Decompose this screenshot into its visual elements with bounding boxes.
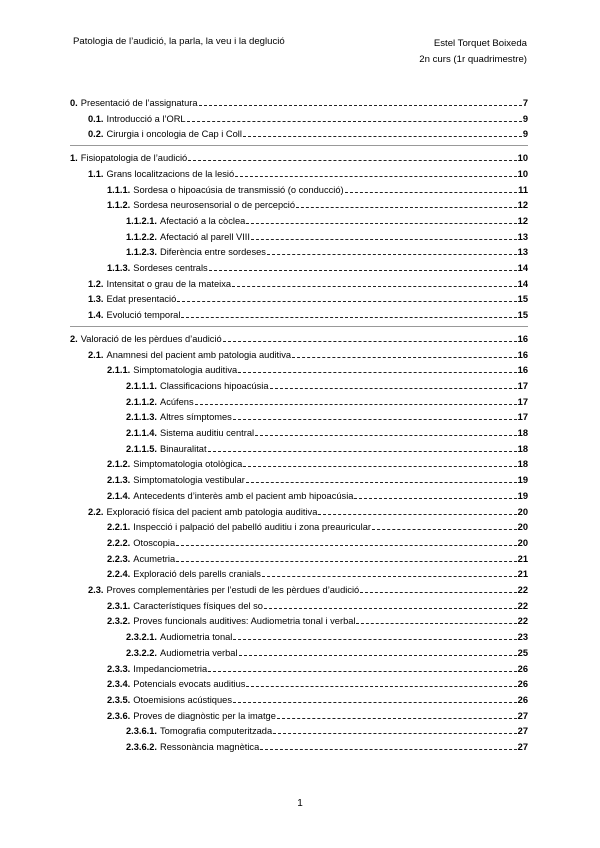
toc-entry-number: 2.1.1.1. <box>126 380 158 391</box>
toc-entry-title: Otoscopia <box>133 537 176 548</box>
toc-entry-title: Potencials evocats auditius <box>133 679 246 690</box>
toc-entry[interactable] <box>107 661 528 675</box>
toc-entry[interactable] <box>70 95 528 109</box>
toc-entry-page: 9 <box>522 129 528 140</box>
toc-entry-page: 14 <box>517 263 528 273</box>
toc-entry[interactable] <box>126 394 528 408</box>
toc-entry[interactable] <box>126 723 528 737</box>
toc-entry[interactable] <box>107 551 528 565</box>
toc-entry-number: 2.3.1. <box>107 600 131 611</box>
toc-entry-number: 0.2. <box>88 129 104 140</box>
toc-entry[interactable] <box>107 362 528 376</box>
toc-entry-number: 1. <box>70 153 78 164</box>
toc-entry[interactable] <box>107 519 528 533</box>
toc-entry[interactable] <box>107 598 528 612</box>
toc-entry-page: 11 <box>518 184 528 195</box>
toc-entry-title: Audiometria verbal <box>160 647 238 658</box>
toc-leader-dashes <box>238 372 517 373</box>
toc-entry-title: Exploració dels parells cranials <box>133 569 261 580</box>
toc-entry-title: Grans localitzacions de la lesió <box>106 168 235 179</box>
toc-entry-page: 20 <box>517 506 528 517</box>
footer-page-number: 1 <box>297 798 303 809</box>
toc-entry-number: 1.1. <box>88 168 104 179</box>
toc-leader-dashes <box>233 639 516 640</box>
toc-entry-number: 2.2.1. <box>107 522 131 533</box>
toc-entry[interactable] <box>107 197 528 211</box>
toc-entry-number: 2.2.3. <box>107 553 131 564</box>
toc-entry-title: Cirurgia i oncologia de Cap i Coll <box>106 129 242 140</box>
toc-leader-dashes <box>277 718 517 719</box>
toc-entry[interactable] <box>107 182 528 196</box>
toc-entry-page: 12 <box>517 215 528 226</box>
toc-entry-page: 15 <box>517 310 528 321</box>
toc-entry[interactable] <box>126 645 528 659</box>
toc-entry-title: Impedanciometria <box>133 663 208 674</box>
toc-leader-dashes <box>267 254 517 255</box>
toc-leader-dashes <box>246 223 516 224</box>
toc-entry-title: Sordeses centrals <box>133 263 208 273</box>
toc-entry-number: 2.1.1.3. <box>126 412 158 423</box>
toc-entry-number: 2.3.6. <box>107 710 131 721</box>
toc-entry-number: 2. <box>70 333 78 344</box>
toc-leader-dashes <box>208 451 517 452</box>
toc-leader-dashes <box>199 105 522 106</box>
toc-entry[interactable] <box>107 613 528 627</box>
toc-leader-dashes <box>273 733 517 734</box>
toc-entry-page: 18 <box>517 459 528 470</box>
toc-leader-dashes <box>188 160 516 161</box>
toc-entry-page: 16 <box>517 365 528 376</box>
toc-leader-dashes <box>262 576 517 577</box>
toc-entry-title: Acumetria <box>133 553 176 564</box>
toc-leader-dashes <box>243 466 516 467</box>
toc-entry-number: 1.4. <box>88 310 104 321</box>
toc-entry-number: 1.1.2.1. <box>126 215 158 226</box>
toc-leader-dashes <box>292 357 517 358</box>
toc-entry[interactable] <box>126 409 528 423</box>
toc-leader-dashes <box>246 686 516 687</box>
toc-entry-title: Otoemisions acústiques <box>133 694 232 705</box>
toc-leader-dashes <box>296 207 517 208</box>
toc-entry-title: Classificacions hipoacúsia <box>160 380 269 391</box>
toc-leader-dashes <box>354 498 516 499</box>
toc-entry[interactable] <box>126 229 528 243</box>
toc-entry-number: 0. <box>70 98 78 108</box>
toc-leader-dashes <box>232 286 517 287</box>
toc-entry-number: 2.3.6.1. <box>126 726 158 737</box>
toc-entry-number: 2.3.3. <box>107 663 131 674</box>
toc-entry-title: Edat presentació <box>106 294 177 305</box>
toc-entry-number: 2.1.4. <box>107 490 131 501</box>
toc-leader-dashes <box>195 404 517 405</box>
toc-entry-title: Proves complementàries per l’estudi de les pèrdues d’audició <box>106 585 360 595</box>
toc-leader-dashes <box>372 529 517 530</box>
toc-entry-title: Característiques físiques del so <box>133 600 263 611</box>
toc-entry-page: 23 <box>517 632 528 643</box>
toc-leader-dashes <box>177 301 516 302</box>
toc-entry-page: 13 <box>517 231 528 242</box>
toc-entry-page: 18 <box>517 443 528 454</box>
toc-leader-dashes <box>208 671 516 672</box>
toc-leader-dashes <box>176 545 517 546</box>
toc-entry[interactable] <box>126 425 528 439</box>
toc-entry-number: 1.2. <box>88 278 104 289</box>
toc-entry-page: 16 <box>517 333 528 344</box>
toc-entry[interactable] <box>107 488 528 502</box>
toc-entry-page: 26 <box>517 694 528 705</box>
toc-entry-page: 26 <box>517 679 528 690</box>
toc-leader-dashes <box>243 136 522 137</box>
toc-entry[interactable] <box>126 629 528 643</box>
toc-entry-title: Ressonància magnètica <box>160 742 260 752</box>
toc-entry-page: 22 <box>517 600 528 611</box>
header-course-title: Patologia de l’audició, la parla, la veu i la deglució <box>73 36 285 47</box>
toc-entry-title: Valoració de les pèrdues d’audició <box>80 333 222 344</box>
toc-entry-page: 19 <box>517 490 528 501</box>
toc-entry-page: 15 <box>517 294 528 305</box>
toc-entry-page: 21 <box>517 553 528 564</box>
toc-entry-number: 2.2.2. <box>107 537 131 548</box>
toc-leader-dashes <box>360 592 516 593</box>
toc-entry-page: 9 <box>522 113 528 124</box>
toc-entry-title: Inspecció i palpació del pabelló auditiu i zona preauricular <box>133 522 372 533</box>
toc-entry-title: Simptomatologia auditiva <box>133 365 238 376</box>
toc-entry[interactable] <box>88 276 528 290</box>
toc-entry-page: 12 <box>517 200 528 211</box>
toc-entry-page: 21 <box>517 569 528 580</box>
toc-leader-dashes <box>270 388 517 389</box>
toc-entry-number: 2.3.2.1. <box>126 632 158 643</box>
toc-entry[interactable] <box>107 260 528 274</box>
toc-leader-dashes <box>251 239 517 240</box>
toc-entry-title: Introducció a l’ORL <box>106 113 186 124</box>
toc-entry-number: 1.3. <box>88 294 104 305</box>
toc-entry-page: 16 <box>517 349 528 360</box>
toc-leader-dashes <box>356 623 516 624</box>
toc-leader-dashes <box>255 435 517 436</box>
toc-entry-title: Diferència entre sordeses <box>160 247 266 258</box>
toc-entry[interactable] <box>107 692 528 706</box>
toc-entry[interactable] <box>126 378 528 392</box>
toc-entry[interactable] <box>70 331 528 345</box>
toc-entry-page: 13 <box>517 247 528 258</box>
toc-entry[interactable] <box>107 566 528 580</box>
section-separator <box>70 326 528 327</box>
toc-entry-title: Presentació de l’assignatura <box>80 98 198 108</box>
toc-entry[interactable] <box>126 441 528 455</box>
toc-leader-dashes <box>318 514 516 515</box>
toc-leader-dashes <box>239 655 517 656</box>
toc-entry-number: 2.1.3. <box>107 475 131 486</box>
toc-entry[interactable] <box>126 213 528 227</box>
toc-leader-dashes <box>233 702 517 703</box>
toc-entry-page: 27 <box>517 742 528 752</box>
toc-entry-title: Altres símptomes <box>160 412 232 423</box>
toc-entry-number: 0.1. <box>88 113 104 124</box>
toc-entry-number: 2.1. <box>88 349 104 360</box>
toc-leader-dashes <box>246 482 517 483</box>
toc-entry-page: 10 <box>517 153 528 164</box>
toc-entry[interactable] <box>88 504 528 518</box>
toc-entry-title: Acúfens <box>160 396 194 407</box>
toc-entry-number: 2.3.4. <box>107 679 131 690</box>
toc-leader-dashes <box>345 192 518 193</box>
toc-entry[interactable] <box>126 244 528 258</box>
toc-entry-title: Evolució temporal <box>106 310 181 321</box>
toc-entry-title: Anamnesi del pacient amb patologia auditiva <box>106 349 292 360</box>
toc-leader-dashes <box>176 561 517 562</box>
toc-entry-page: 26 <box>517 663 528 674</box>
toc-entry[interactable] <box>107 456 528 470</box>
toc-entry-page: 27 <box>517 726 528 737</box>
toc-entry-page: 7 <box>522 98 528 108</box>
toc-entry-number: 2.1.1.2. <box>126 396 158 407</box>
toc-entry-title: Afectació al parell VIII <box>160 231 250 242</box>
toc-entry-title: Sordesa neurosensorial o de percepció <box>133 200 296 211</box>
toc-entry-number: 2.1.1. <box>107 365 131 376</box>
toc-entry-number: 1.1.2.3. <box>126 247 158 258</box>
toc-entry[interactable] <box>88 582 528 596</box>
toc-entry-title: Afectació a la còclea <box>160 215 246 226</box>
header-author: Estel Torquet Boixeda <box>433 38 527 49</box>
toc-entry[interactable] <box>88 291 528 305</box>
toc-entry[interactable] <box>107 535 528 549</box>
toc-leader-dashes <box>260 749 516 750</box>
toc-entry-title: Audiometria tonal <box>160 632 233 643</box>
toc-entry[interactable] <box>88 347 528 361</box>
toc-entry-number: 2.1.1.5. <box>126 443 158 454</box>
toc-entry-page: 25 <box>517 647 528 658</box>
toc-entry-title: Simptomatologia vestibular <box>133 475 245 486</box>
toc-entry-page: 27 <box>517 710 528 721</box>
toc-entry-title: Sistema auditiu central <box>160 428 255 438</box>
toc-leader-dashes <box>233 419 517 420</box>
toc-leader-dashes <box>209 270 517 271</box>
toc-entry[interactable] <box>88 307 528 321</box>
toc-leader-dashes <box>223 341 517 342</box>
toc-entry-title: Simptomatologia otològica <box>133 459 243 470</box>
toc-entry-title: Proves de diagnòstic per la imatge <box>133 710 276 721</box>
toc-entry-page: 22 <box>517 585 528 595</box>
toc-entry[interactable] <box>107 472 528 486</box>
header-author-block <box>419 36 527 67</box>
header-course-period: 2n curs (1r quadrimestre) <box>419 53 527 65</box>
toc-entry-page: 10 <box>517 168 528 179</box>
toc-entry-page: 18 <box>517 428 528 438</box>
toc-entry-title: Tomografia computeritzada <box>160 726 273 737</box>
toc-entry-page: 17 <box>517 380 528 391</box>
toc-entry[interactable] <box>88 166 528 180</box>
toc-entry[interactable] <box>88 126 528 140</box>
toc-entry-page: 22 <box>517 616 528 627</box>
toc-entry-number: 2.3.5. <box>107 694 131 705</box>
toc-entry-number: 2.3.2.2. <box>126 647 158 658</box>
toc-entry[interactable] <box>107 708 528 722</box>
toc-entry-title: Proves funcionals auditives: Audiometria tonal i verbal <box>133 616 356 627</box>
toc-entry-number: 1.1.2.2. <box>126 231 158 242</box>
toc-entry-title: Fisiopatologia de l’audició <box>80 153 188 164</box>
toc-entry-number: 1.1.1. <box>107 184 131 195</box>
toc-entry-page: 17 <box>517 412 528 423</box>
toc-entry-page: 20 <box>517 537 528 548</box>
toc-entry[interactable] <box>126 739 528 753</box>
toc-entry-page: 17 <box>517 396 528 407</box>
toc-entry-title: Intensitat o grau de la mateixa <box>106 278 232 289</box>
toc-entry-number: 2.1.2. <box>107 459 131 470</box>
toc-entry-number: 2.3.2. <box>107 616 131 627</box>
toc-entry-title: Sordesa o hipoacúsia de transmissió (o conducció) <box>133 184 344 195</box>
toc-entry-title: Antecedents d’interès amb el pacient amb hipoacúsia <box>133 490 354 501</box>
toc-entry[interactable] <box>70 150 528 164</box>
toc-leader-dashes <box>264 608 517 609</box>
toc-leader-dashes <box>181 317 516 318</box>
toc-entry-number: 2.2. <box>88 506 104 517</box>
toc-entry-page: 20 <box>517 522 528 533</box>
toc-entry-page: 14 <box>517 278 528 289</box>
toc-entry-number: 1.1.2. <box>107 200 131 211</box>
toc-entry[interactable] <box>88 111 528 125</box>
toc-leader-dashes <box>235 176 517 177</box>
toc-entry[interactable] <box>107 676 528 690</box>
toc-entry-title: Binauralitat <box>160 443 207 454</box>
toc-entry-number: 2.1.1.4. <box>126 428 158 438</box>
toc-entry-number: 2.3. <box>88 585 104 595</box>
toc-entry-number: 1.1.3. <box>107 263 131 273</box>
toc-entry-title: Exploració física del pacient amb patologia auditiva <box>106 506 318 517</box>
toc-entry-number: 2.3.6.2. <box>126 742 158 752</box>
toc-entry-page: 19 <box>517 475 528 486</box>
toc-entry-number: 2.2.4. <box>107 569 131 580</box>
section-separator <box>70 145 528 146</box>
toc-leader-dashes <box>187 121 522 122</box>
